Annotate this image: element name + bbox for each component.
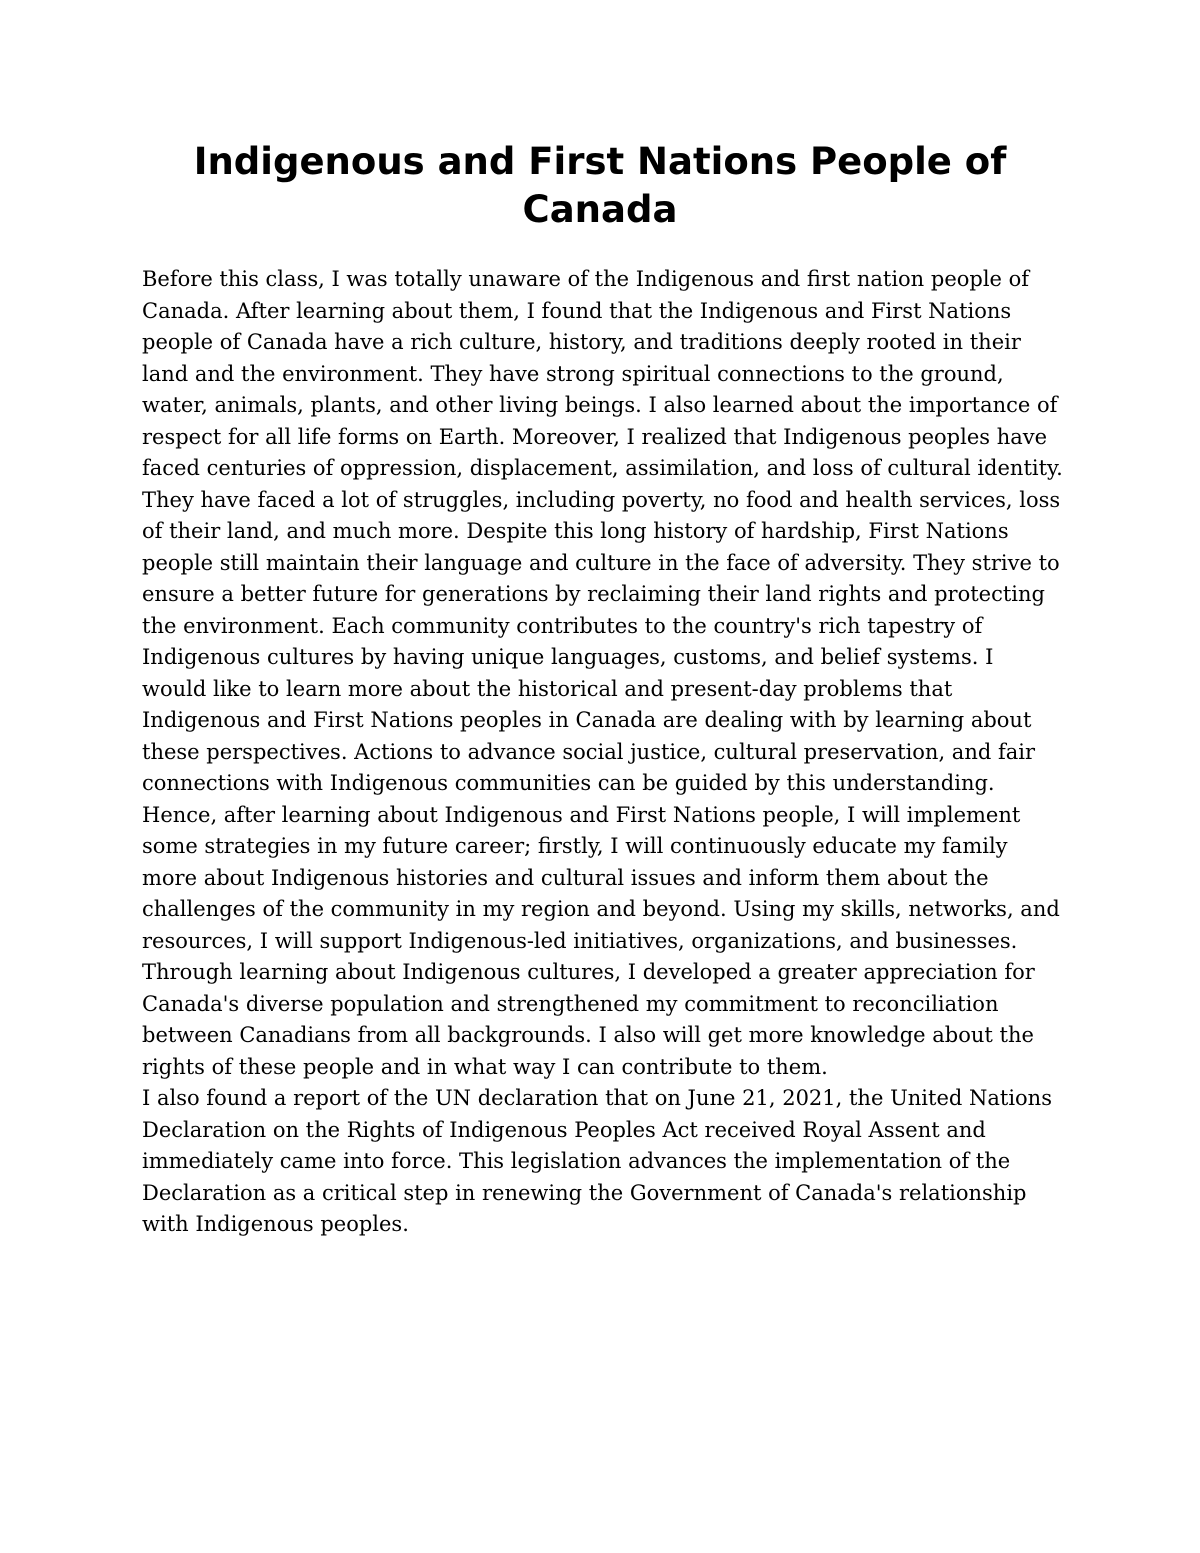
document-body [142, 264, 1064, 1241]
paragraph-4: I also found a report of the UN declaration that on June 21, 2021, the United Nations Declaration on the Rights of Indigenous Peoples Act received Royal Assent and immediately came into force. This legislation advances the implementation of the Declaration as a critical step in renewing the Government of Canada's relationship with Indigenous peoples. [142, 1086, 1052, 1236]
paragraph-1: Before this class, I was totally unaware of the Indigenous and first nation people of Canada. After learning about them, I found that the Indigenous and First Nations people of Canada have a rich culture, history, and traditions deeply rooted in their land and the environment. They have strong spiritual connections to the ground, water, animals, plants, and other living beings. I also learned about the importance of respect for all life forms on Earth. Moreover, I realized that Indigenous peoples have faced centuries of oppression, displacement, assimilation, and loss of cultural identity. [142, 267, 1063, 480]
paragraph-2: They have faced a lot of struggles, including poverty, no food and health services, loss of their land, and much more. Despite this long history of hardship, First Nations people still maintain their language and culture in the face of adversity. They strive to ensure a better future for generations by reclaiming their land rights and protecting the environment. Each community contributes to the country's rich tapestry of Indigenous cultures by having unique languages, customs, and belief systems. I would like to learn more about the historical and present-day problems that Indigenous and First Nations peoples in Canada are dealing with by learning about these perspectives. Actions to advance social justice, cultural preservation, and fair connections with Indigenous communities can be guided by this understanding. [142, 487, 1061, 795]
document-title: Indigenous and First Nations People of Canada [193, 140, 1007, 231]
paragraph-3: Hence, after learning about Indigenous and First Nations people, I will implement some strategies in my future career; firstly, I will continuously educate my family more about Indigenous histories and cultural issues and inform them about the challenges of the community in my region and beyond. Using my skills, networks, and resources, I will support Indigenous-led initiatives, organizations, and businesses. Through learning about Indigenous cultures, I developed a greater appreciation for Canada's diverse population and strengthened my commitment to reconciliation between Canadians from all backgrounds. I also will get more knowledge about the rights of these people and in what way I can contribute to them. [142, 802, 1060, 1079]
